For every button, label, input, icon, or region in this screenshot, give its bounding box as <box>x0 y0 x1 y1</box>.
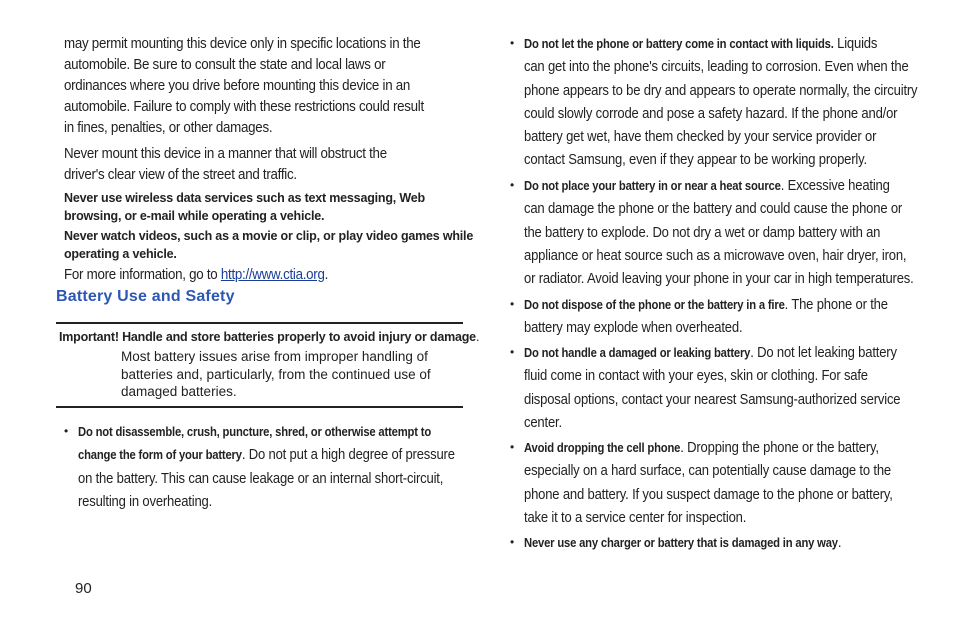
more-info-line <box>64 265 328 286</box>
text-line: Never use wireless data services such as text messaging, Web <box>64 191 425 205</box>
text-span: . Excessive heating <box>780 178 890 194</box>
text-line: driver's clear view of the street and traffic. <box>64 167 297 183</box>
bullet-dot: • <box>510 297 515 311</box>
text-line: could slowly corrode and pose a safety hazard. If the phone and/or <box>524 105 898 122</box>
text-line: phone and battery. If you suspect damage to the phone or battery, <box>524 486 893 503</box>
wireless-warning <box>64 189 425 225</box>
top-divider <box>56 322 463 324</box>
text-span: . <box>837 535 842 551</box>
bold-text: Do not place your battery in or near a heat source <box>524 179 781 193</box>
text-line: on the battery. This can cause leakage or an internal short-circuit, <box>78 470 444 487</box>
text-line: battery get wet, have them checked by your service provider or <box>524 129 877 146</box>
text-line: Never mount this device in a manner that will obstruct the <box>64 146 387 162</box>
text-line: Never watch videos, such as a movie or clip, or play video games while <box>64 229 474 243</box>
text-line: batteries and, particularly, from the continued use of <box>121 366 431 382</box>
text-line: phone appears to be dry and appears to operate normally, the circuitry <box>524 82 918 99</box>
more-info-prefix: For more information, go to <box>64 267 221 283</box>
bold-text: Avoid dropping the cell phone <box>524 441 681 455</box>
text-line: disposal options, contact your nearest Samsung-authorized service <box>524 391 901 408</box>
bold-text: Do not dispose of the phone or the battery in a fire <box>524 298 785 312</box>
text-line: appliance or heat source such as a microwave oven, hair dryer, iron, <box>524 247 907 264</box>
bullet-text <box>524 294 888 341</box>
text-line: contact Samsung, even if they appear to be working properly. <box>524 152 867 169</box>
text-line: resulting in overheating. <box>78 493 213 510</box>
text-line: damaged batteries. <box>121 384 237 399</box>
important-body <box>121 348 451 401</box>
text-line: the battery to explode. Do not dry a wet or damp battery with an <box>524 224 881 241</box>
text-span: . Do not let leaking battery <box>750 345 897 361</box>
text-line: fluid come in contact with your eyes, skin or clothing. For safe <box>524 368 868 385</box>
bullet-dot: • <box>510 178 515 192</box>
text-line: browsing, or e-mail while operating a vehicle. <box>64 209 325 223</box>
text-span: . Do not put a high degree of pressure <box>241 447 455 464</box>
text-line: battery may explode when overheated. <box>524 320 743 337</box>
bullet-dot: • <box>510 36 515 50</box>
obstruct-paragraph <box>64 144 387 186</box>
bullet-dot: • <box>64 424 69 438</box>
video-warning <box>64 227 473 263</box>
text-line: can get into the phone's circuits, leading to corrosion. Even when the <box>524 59 909 76</box>
bullet-text <box>524 532 841 555</box>
text-line: in fines, penalties, or other damages. <box>64 120 273 136</box>
text-line: take it to a service center for inspection. <box>524 509 747 526</box>
important-label <box>59 330 479 344</box>
bullet-dot: • <box>510 345 515 359</box>
text-span: . The phone or the <box>784 297 888 313</box>
ctia-link[interactable]: http://www.ctia.org <box>220 267 325 283</box>
text-span: Liquids <box>833 36 878 52</box>
text-line: ordinances where you drive before mounting this device in an <box>64 78 411 94</box>
bold-text: Never use any charger or battery that is damaged in any way <box>524 536 838 550</box>
text-line: can damage the phone or the battery and could cause the phone or <box>524 201 903 218</box>
important-bold: Important! Handle and store batteries properly to avoid injury or damage <box>59 330 476 344</box>
bullet-text <box>524 175 914 291</box>
text-span: . Dropping the phone or the battery, <box>680 440 879 456</box>
bold-text: Do not disassemble, crush, puncture, shred, or otherwise attempt to <box>78 425 432 439</box>
text-line: Most battery issues arise from improper handling of <box>121 349 428 364</box>
section-heading: Battery Use and Safety <box>56 288 235 305</box>
bullet-text <box>524 33 917 173</box>
bullet-dot: • <box>510 440 515 454</box>
bullet-text <box>78 421 455 514</box>
text-line: or radiator. Avoid leaving your phone in your car in high temperatures. <box>524 271 914 288</box>
text-line: automobile. Be sure to consult the state and local laws or <box>64 57 386 73</box>
bottom-divider <box>56 406 463 408</box>
bold-text: Do not let the phone or battery come in contact with liquids. <box>524 37 834 51</box>
text-line: automobile. Failure to comply with these restrictions could result <box>64 99 424 115</box>
bullet-text <box>524 437 893 530</box>
text-line: operating a vehicle. <box>64 247 177 261</box>
bullet-text <box>524 342 900 435</box>
bullet-dot: • <box>510 535 515 549</box>
text-line: may permit mounting this device only in specific locations in the <box>64 36 421 52</box>
bold-text: Do not handle a damaged or leaking battery <box>524 346 751 360</box>
text-line: center. <box>524 414 562 431</box>
bold-text: change the form of your battery <box>78 448 242 463</box>
more-info-suffix: . <box>324 267 329 283</box>
mounting-paragraph <box>64 34 424 139</box>
important-period: . <box>475 330 480 344</box>
page-number: 90 <box>75 580 92 597</box>
text-line: especially on a hard surface, can potentially cause damage to the <box>524 463 891 480</box>
